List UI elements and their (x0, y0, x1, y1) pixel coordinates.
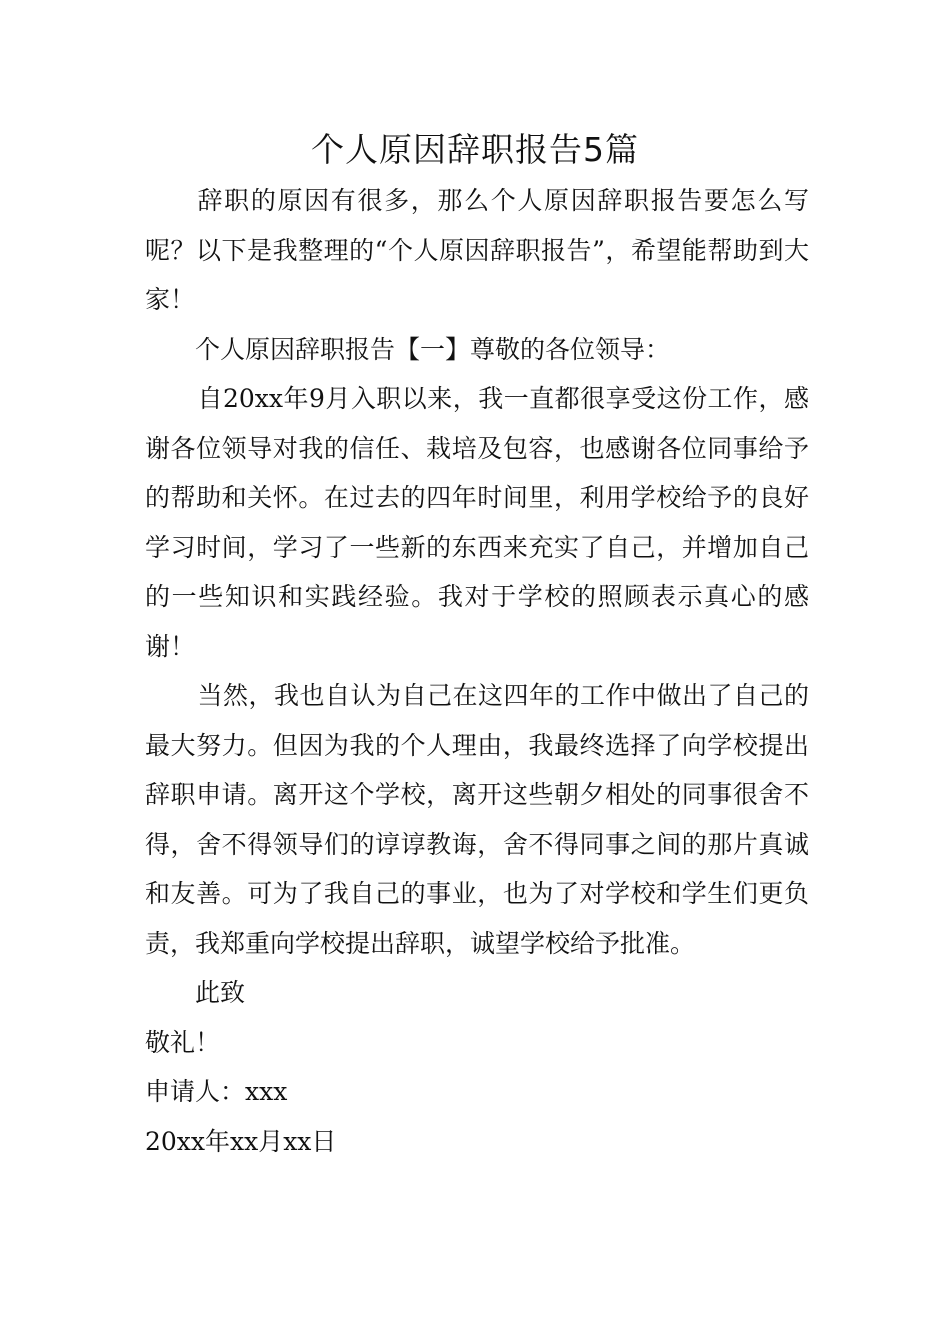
applicant-line: 申请人：xxx (145, 1077, 288, 1106)
document-body (145, 176, 809, 1166)
intro-paragraph: 辞职的原因有很多，那么个人原因辞职报告要怎么写呢？以下是我整理的“个人原因辞职报告”，希望能帮助到大家！ (145, 186, 809, 314)
closing-text: 此致 (195, 978, 246, 1007)
document-title: 个人原因辞职报告5篇 (311, 130, 639, 169)
salute-text: 敬礼！ (145, 1027, 221, 1057)
body-paragraph-1: 自20xx年9月入职以来，我一直都很享受这份工作，感谢各位领导对我的信任、栽培及包容，也感谢各位同事给予的帮助和关怀。在过去的四年时间里，利用学校给予的良好学习时间，学习了一些新的东西来充实了自己，并增加自己的一些知识和实践经验。我对于学校的照顾表示真心的感谢！ (145, 384, 809, 661)
date-line: 20xx年xx月xx日 (145, 1126, 337, 1156)
body-paragraph-2: 当然，我也自认为自己在这四年的工作中做出了自己的最大努力。但因为我的个人理由，我最终选择了向学校提出辞职申请。离开这个学校，离开这些朝夕相处的同事很舍不得，舍不得领导们的谆谆教诲，舍不得同事之间的那片真诚和友善。可为了我自己的事业，也为了对学校和学生们更负责，我郑重向学校提出辞职，诚望学校给予批准。 (145, 681, 809, 958)
section-heading: 个人原因辞职报告【一】尊敬的各位领导： (195, 334, 671, 364)
